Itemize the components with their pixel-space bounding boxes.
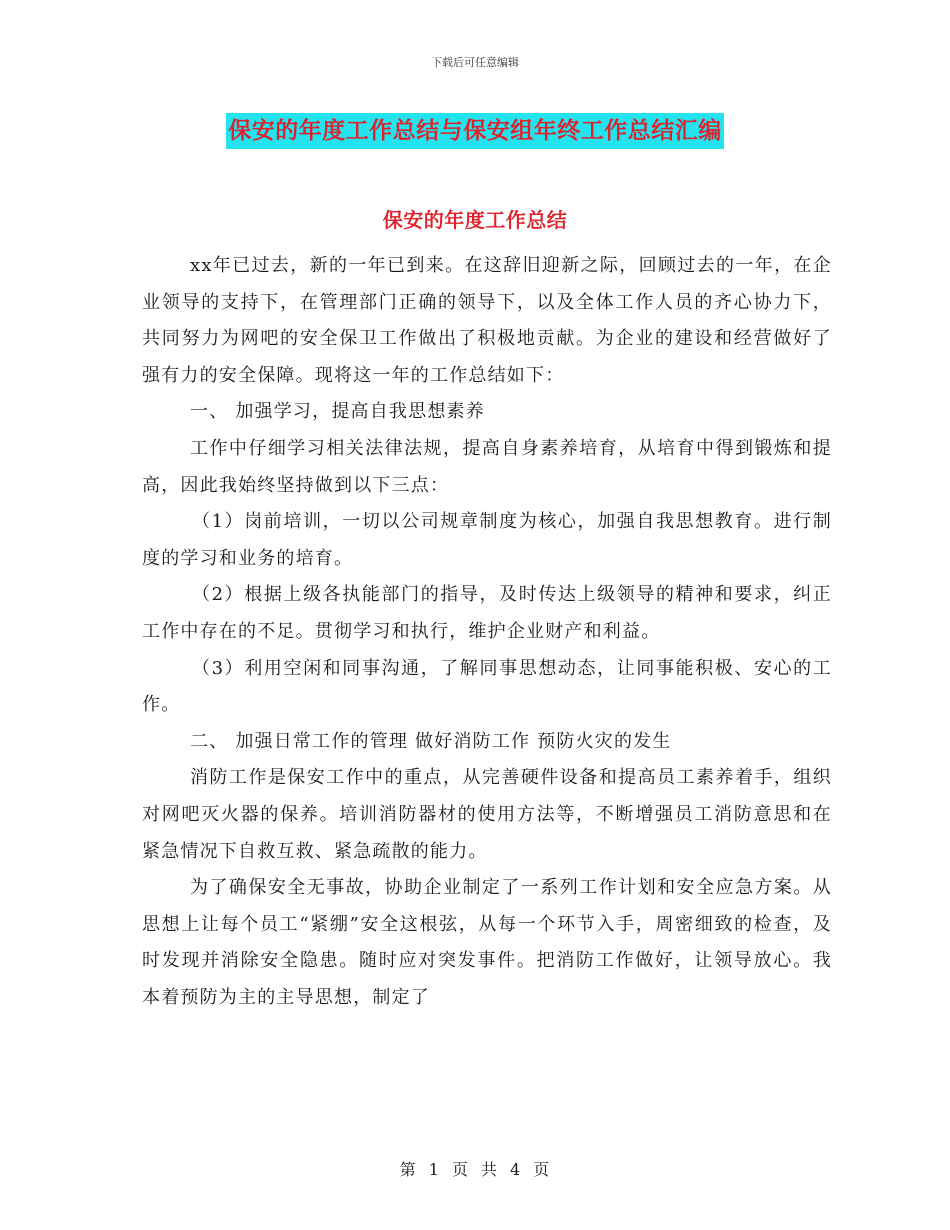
- body-text: [142, 248, 832, 1016]
- footer-page-label-mid: 页: [451, 1160, 469, 1179]
- main-title: 保安的年度工作总结与保安组年终工作总结汇编: [226, 113, 724, 149]
- heading-section-1: 一、 加强学习，提高自我思想素养: [190, 401, 485, 423]
- page-footer: [0, 1157, 950, 1180]
- footer-page-label: 第: [399, 1160, 417, 1179]
- main-title-wrap: [0, 113, 950, 149]
- list-item-2: （2）根据上级各执能部门的指导，及时传达上级领导的精神和要求，纠正工作中存在的不足。贯彻学习和执行，维护企业财产和利益。: [142, 584, 832, 642]
- footer-page-number: 1: [428, 1160, 440, 1179]
- section-title: 保安的年度工作总结: [382, 208, 568, 232]
- footer-total-pages: 4: [510, 1160, 522, 1179]
- list-item-3: （3）利用空闲和同事沟通，了解同事思想动态，让同事能积极、安心的工作。: [142, 657, 832, 716]
- footer-total-label: 共: [481, 1160, 499, 1179]
- header-note: 下载后可任意编辑: [431, 56, 519, 69]
- paragraph-section-2a: 消防工作是保安工作中的重点，从完善硬件设备和提高员工素养着手，组织对网吧灭火器的保养。培训消防器材的使用方法等，不断增强员工消防意思和在紧急情况下自救互救、紧急疏散的能力。: [142, 767, 832, 862]
- paragraph-section-2b: 为了确保安全无事故，协助企业制定了一系列工作计划和安全应急方案。从思想上让每个员工“紧绷”安全这根弦，从每一个环节入手，周密细致的检查，及时发现并消除安全隐患。随时应对突发事件。把消防工作做好，让领导放心。我本着预防为主的主导思想，制定了: [142, 877, 832, 1008]
- heading-section-2: 二、 加强日常工作的管理 做好消防工作 预防火灾的发生: [190, 730, 672, 752]
- paragraph-intro: xx年已过去，新的一年已到来。在这辞旧迎新之际，回顾过去的一年，在企业领导的支持下，在管理部门正确的领导下，以及全体工作人员的齐心协力下，共同努力为网吧的安全保卫工作做出了积极地贡献。为企业的建设和经营做好了强有力的安全保障。现将这一年的工作总结如下：: [142, 255, 832, 386]
- list-item-1: （1）岗前培训，一切以公司规章制度为核心，加强自我思想教育。进行制度的学习和业务的培育。: [142, 511, 832, 569]
- footer-total-label-post: 页: [533, 1160, 551, 1179]
- paragraph-section-1: 工作中仔细学习相关法律法规，提高自身素养培育，从培育中得到锻炼和提高，因此我始终坚持做到以下三点：: [142, 437, 832, 496]
